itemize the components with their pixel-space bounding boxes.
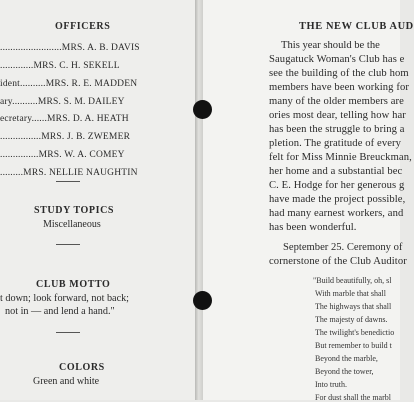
paragraph-line: had many earnest workers, and (269, 208, 404, 219)
paragraph-line: felt for Miss Minnie Breuckman, (269, 152, 412, 163)
officer-line: ary..........MRS. S. M. DAILEY (0, 97, 125, 107)
paragraph-line: see the building of the club hom (269, 68, 409, 79)
officer-line: ........................MRS. A. B. DAVIS (0, 43, 140, 53)
officer-line: ident..........MRS. R. E. MADDEN (0, 79, 138, 89)
paragraph-line: has been wonderful. (269, 222, 357, 233)
officer-line: ................MRS. J. B. ZWEMER (0, 132, 131, 142)
paragraph-line: Saugatuck Woman's Club has e (269, 54, 405, 65)
officer-line: ...............MRS. W. A. COMEY (0, 150, 125, 160)
paragraph-line: her home and a substantial bec (269, 166, 403, 177)
left-page (0, 0, 195, 400)
divider (56, 244, 80, 245)
divider (56, 181, 80, 182)
poem-line: With marble that shall (315, 289, 386, 298)
poem-line: "Build beautifully, oh, sl (313, 276, 392, 285)
poem-line: The twilight's benedictio (315, 328, 395, 337)
paragraph-line: many of the older members are (269, 96, 404, 107)
club-motto-line: t down; look forward, not back; (0, 293, 130, 304)
officers-heading: OFFICERS (55, 21, 111, 32)
poem-line: The majesty of dawns. (315, 315, 388, 324)
date-line: cornerstone of the Club Auditor (269, 256, 407, 267)
poem-line: Beyond the tower, (315, 367, 374, 376)
poem-line: Into truth. (315, 380, 347, 389)
paragraph-line: pletion. The gratitude of every (269, 138, 402, 149)
paragraph-line: ories most dear, telling how har (269, 110, 406, 121)
divider (56, 332, 80, 333)
binding-hole-bottom (193, 291, 212, 310)
officer-line: .............MRS. C. H. SEKELL (0, 61, 120, 71)
study-topics-heading: STUDY TOPICS (34, 205, 115, 216)
poem-line: Beyond the marble, (315, 354, 378, 363)
paragraph-line: has been the struggle to bring a (269, 124, 405, 135)
book-gutter (195, 0, 203, 400)
club-motto-heading: CLUB MOTTO (36, 279, 111, 290)
paragraph-line: C. E. Hodge for her generous g (269, 180, 405, 191)
colors-text: Green and white (33, 376, 100, 387)
right-page (203, 0, 414, 402)
page-title: THE NEW CLUB AUD (299, 21, 414, 32)
study-topics-text: Miscellaneous (43, 219, 101, 230)
officer-line: ecretary......MRS. D. A. HEATH (0, 114, 129, 124)
poem-line: For dust shall the marbl (315, 393, 391, 402)
date-line: September 25. Ceremony of (283, 242, 403, 253)
poem-line: The highways that shall (315, 302, 392, 311)
colors-heading: COLORS (59, 362, 105, 373)
paragraph-line: members have been working for (269, 82, 409, 93)
binding-hole-top (193, 100, 212, 119)
paragraph-line: This year should be the (281, 40, 380, 51)
poem-line: But remember to build t (315, 341, 392, 350)
officer-line: .........MRS. NELLIE NAUGHTIN (0, 168, 138, 178)
club-motto-line: not in — and lend a hand." (5, 306, 115, 317)
paragraph-line: have made the project possible, (269, 194, 406, 205)
